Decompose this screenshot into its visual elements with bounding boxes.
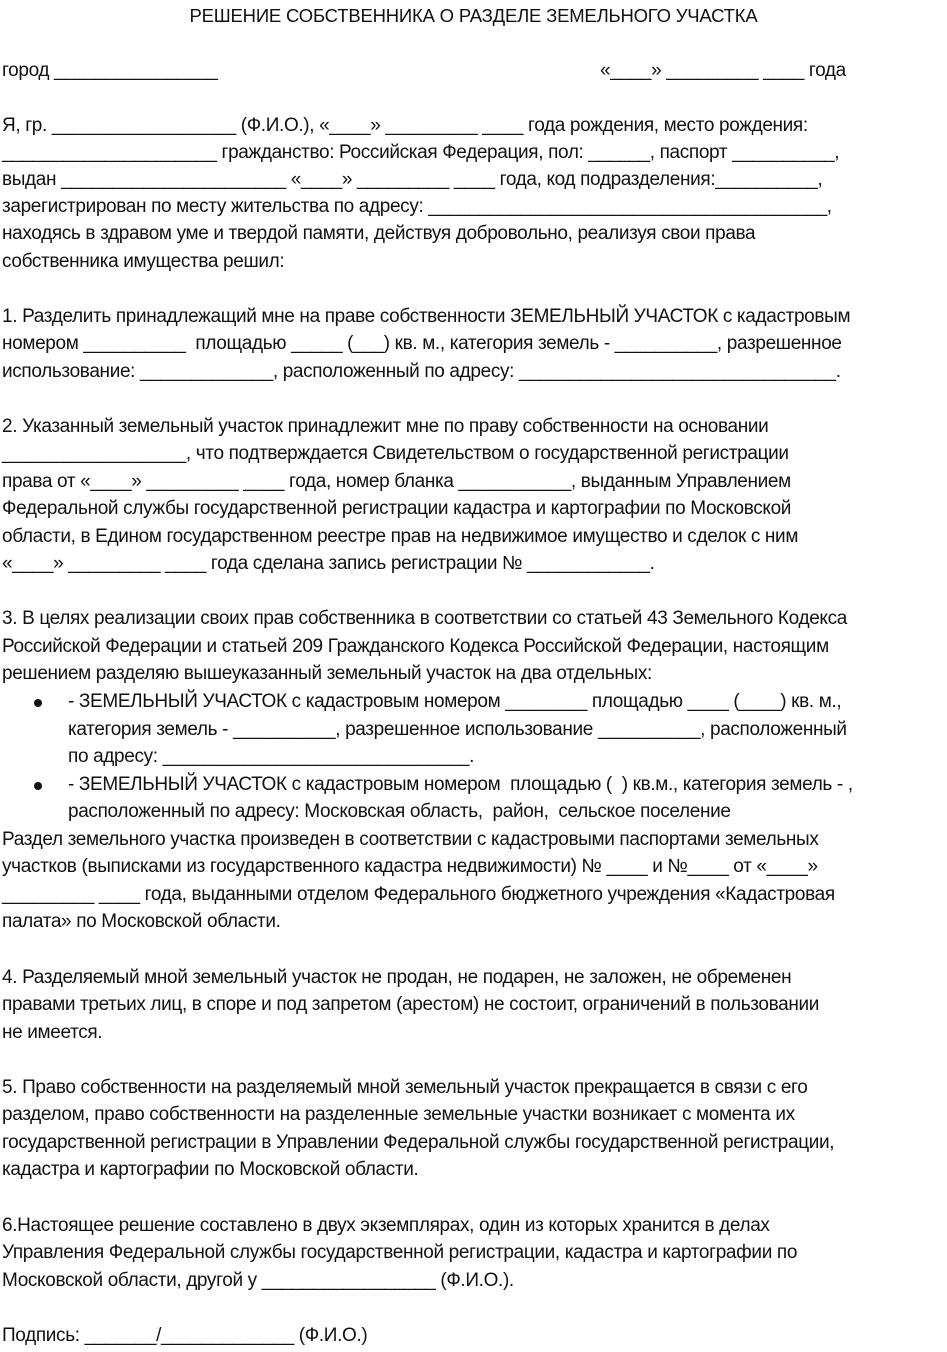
paragraph-2-line: области, в Едином государственном реестре прав на недвижимое имущество и сделок с ним <box>2 526 799 547</box>
bullet-1-line: категория земель - __________, разрешенное использование __________, расположенный <box>68 719 847 740</box>
paragraph-6-line: Московской области, другой у _________________ (Ф.И.О.). <box>2 1270 514 1291</box>
paragraph-1-line: 1. Разделить принадлежащий мне на праве собственности ЗЕМЕЛЬНЫЙ УЧАСТОК с кадастровым <box>2 306 851 327</box>
document-title: РЕШЕНИЕ СОБСТВЕННИКА О РАЗДЕЛЕ ЗЕМЕЛЬНОГО УЧАСТКА <box>189 5 758 26</box>
paragraph-5-line: кадастра и картографии по Московской области. <box>2 1159 419 1180</box>
paragraph-2-line: 2. Указанный земельный участок принадлежит мне по праву собственности на основании <box>2 416 769 437</box>
paragraph-2-line: права от «____» _________ ____ года, номер бланка ___________, выданным Управлением <box>2 471 791 492</box>
intro-line: выдан ______________________ «____» _________ ____ года, код подразделения:__________, <box>2 169 823 190</box>
paragraph-3-line: 3. В целях реализации своих прав собственника в соответствии со статьей 43 Земельного Кодекса <box>2 608 847 629</box>
paragraph-5-line: разделом, право собственности на разделенные земельные участки возникает с момента их <box>2 1104 795 1125</box>
bullet-2-line: расположенный по адресу: Московская область, район, сельское поселение <box>68 801 731 822</box>
paragraph-3b-line: участков (выписками из государственного кадастра недвижимости) № ____ и №____ от «____» <box>2 856 818 877</box>
intro-line: зарегистрирован по месту жительства по адресу: _______________________________________, <box>2 196 832 217</box>
paragraph-1-line: использование: _____________, расположенный по адресу: _______________________________. <box>2 361 841 382</box>
intro-line: _____________________ гражданство: Российская Федерация, пол: ______, паспорт __________, <box>2 142 840 163</box>
bullet-1-line: по адресу: ______________________________. <box>68 746 475 767</box>
paragraph-4-line: правами третьих лиц, в споре и под запретом (арестом) не состоит, ограничений в пользовании <box>2 994 820 1015</box>
paragraph-2-line: Федеральной службы государственной регистрации кадастра и картографии по Московской <box>2 498 792 519</box>
bullet-1-line: - ЗЕМЕЛЬНЫЙ УЧАСТОК с кадастровым номером ________ площадью ____ (____) кв. м., <box>68 691 842 712</box>
paragraph-3-line: решением разделяю вышеуказанный земельный участок на два отдельных: <box>2 663 652 684</box>
paragraph-3b-line: _________ ____ года, выданными отделом Федерального бюджетного учреждения «Кадастровая <box>2 884 835 905</box>
paragraph-1-line: номером __________ площадью _____ (___) кв. м., категория земель - __________, разрешенное <box>2 333 842 354</box>
bullet-2-line: - ЗЕМЕЛЬНЫЙ УЧАСТОК с кадастровым номером площадью ( ) кв.м., категория земель - , <box>68 774 853 795</box>
bullet-icon <box>34 782 42 790</box>
paragraph-4-line: 4. Разделяемый мной земельный участок не продан, не подарен, не заложен, не обременен <box>2 967 792 988</box>
paragraph-5-line: 5. Право собственности на разделяемый мной земельный участок прекращается в связи с его <box>2 1077 808 1098</box>
paragraph-2-line: «____» _________ ____ года сделана запись регистрации № ____________. <box>2 553 655 574</box>
paragraph-5-line: государственной регистрации в Управлении Федеральной службы государственной регистрации, <box>2 1132 835 1153</box>
city-field: город ________________ <box>2 60 218 81</box>
paragraph-3b-line: Раздел земельного участка произведен в соответствии с кадастровыми паспортами земельных <box>2 829 819 850</box>
paragraph-2-line: __________________, что подтверждается Свидетельством о государственной регистрации <box>2 443 789 464</box>
signature-line: Подпись: _______/_____________ (Ф.И.О.) <box>2 1325 368 1346</box>
date-field: «____» _________ ____ года <box>600 60 846 81</box>
paragraph-4-line: не имеется. <box>2 1022 103 1043</box>
paragraph-3-line: Российской Федерации и статьей 209 Гражданского Кодекса Российской Федерации, настоящим <box>2 636 829 657</box>
intro-line: находясь в здравом уме и твердой памяти, действуя добровольно, реализуя свои права <box>2 223 756 244</box>
paragraph-6-line: 6.Настоящее решение составлено в двух экземплярах, один из которых хранится в делах <box>2 1215 770 1236</box>
intro-line: собственника имущества решил: <box>2 251 285 272</box>
intro-line: Я, гр. __________________ (Ф.И.О.), «____» _________ ____ года рождения, место рождения: <box>2 115 808 136</box>
paragraph-3b-line: палата» по Московской области. <box>2 911 281 932</box>
paragraph-6-line: Управления Федеральной службы государственной регистрации, кадастра и картографии по <box>2 1242 798 1263</box>
bullet-icon <box>34 699 42 707</box>
